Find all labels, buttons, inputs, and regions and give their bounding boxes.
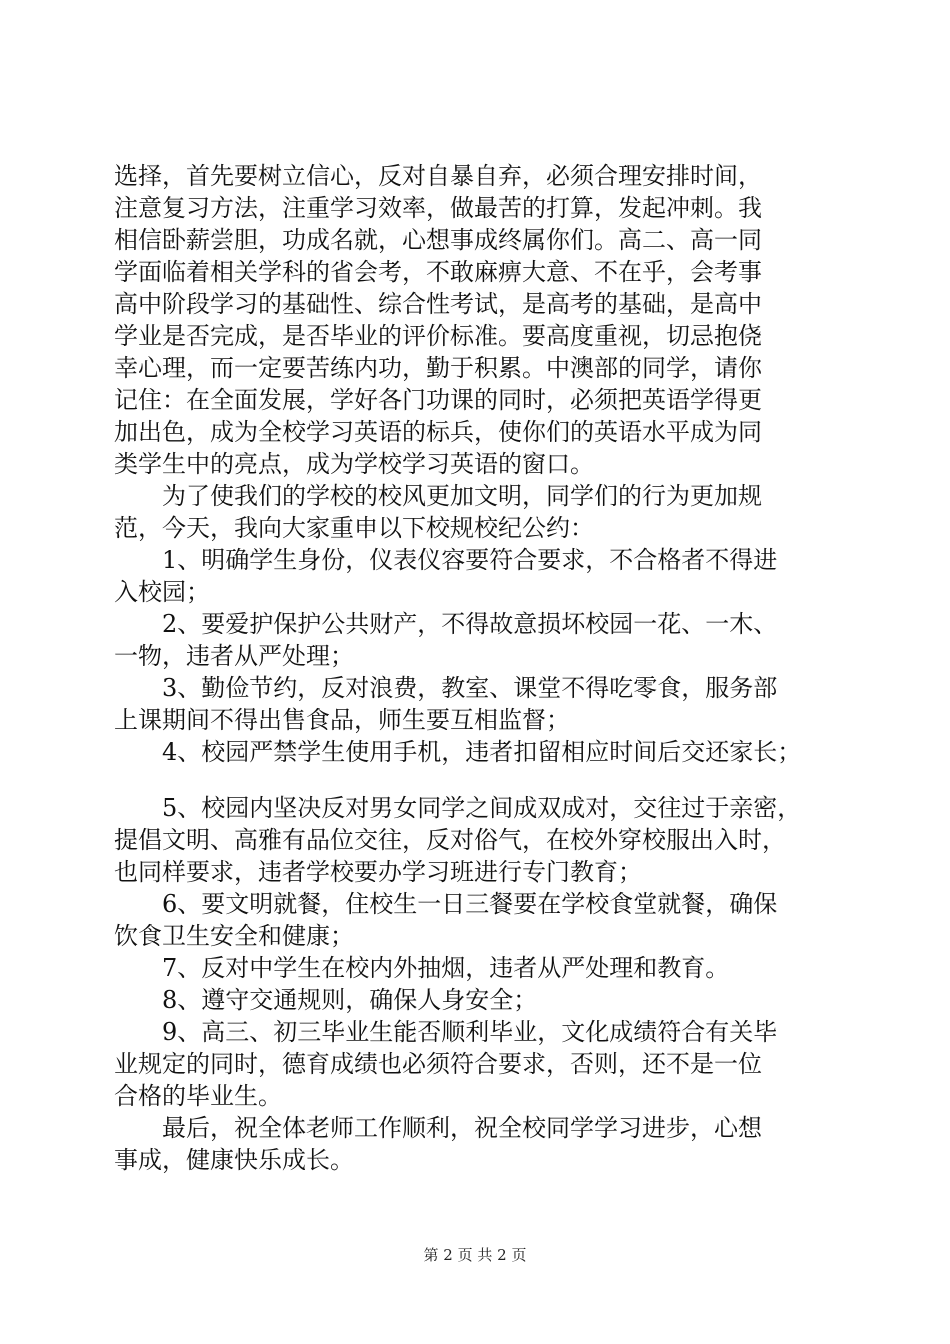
paragraph-gap <box>114 768 844 792</box>
text-line: 记住：在全面发展，学好各门功课的同时，必须把英语学得更 <box>114 386 762 414</box>
rule-1-line: 入校园； <box>114 578 210 606</box>
rule-2-line: 2、要爱护保护公共财产，不得故意损坏校园一花、一木、 <box>114 610 778 638</box>
rule-1-line: 1、明确学生身份，仪表仪容要符合要求，不合格者不得进 <box>114 546 778 574</box>
page-number: 第 2 页 共 2 页 <box>423 1246 527 1264</box>
text-line: 类学生中的亮点，成为学校学习英语的窗口。 <box>114 450 594 478</box>
rule-9-line: 9、高三、初三毕业生能否顺利毕业，文化成绩符合有关毕 <box>114 1018 778 1046</box>
rule-5-line: 提倡文明、高雅有品位交往，反对俗气，在校外穿校服出入时， <box>114 826 786 854</box>
text-line: 相信卧薪尝胆，功成名就，心想事成终属你们。高二、高一同 <box>114 226 762 254</box>
text-line: 学面临着相关学科的省会考，不敢麻痹大意、不在乎，会考事 <box>114 258 762 286</box>
text-line: 选择，首先要树立信心，反对自暴自弃，必须合理安排时间， <box>114 162 762 190</box>
text-line: 幸心理，而一定要苦练内功，勤于积累。中澳部的同学，请你 <box>114 354 762 382</box>
rule-6-line: 6、要文明就餐，住校生一日三餐要在学校食堂就餐，确保 <box>114 890 778 918</box>
text-line: 注意复习方法，注重学习效率，做最苦的打算，发起冲刺。我 <box>114 194 762 222</box>
paragraph-intro-line: 范，今天，我向大家重申以下校规校纪公约： <box>114 514 594 542</box>
document-body <box>114 160 844 1176</box>
rule-3-line: 3、勤俭节约，反对浪费，教室、课堂不得吃零食，服务部 <box>114 674 778 702</box>
closing-line: 事成，健康快乐成长。 <box>114 1146 354 1174</box>
rule-8-line: 8、遵守交通规则，确保人身安全； <box>114 986 538 1014</box>
rule-9-line: 业规定的同时，德育成绩也必须符合要求，否则，还不是一位 <box>114 1050 762 1078</box>
rule-9-line: 合格的毕业生。 <box>114 1082 282 1110</box>
closing-line: 最后，祝全体老师工作顺利，祝全校同学学习进步，心想 <box>114 1114 762 1142</box>
rule-3-line: 上课期间不得出售食品，师生要互相监督； <box>114 706 570 734</box>
text-line: 学业是否完成，是否毕业的评价标准。要高度重视，切忌抱侥 <box>114 322 762 350</box>
rule-5-line: 也同样要求，违者学校要办学习班进行专门教育； <box>114 858 642 886</box>
rule-2-line: 一物，违者从严处理； <box>114 642 354 670</box>
rule-7-line: 7、反对中学生在校内外抽烟，违者从严处理和教育。 <box>114 954 730 982</box>
paragraph-intro-line: 为了使我们的学校的校风更加文明，同学们的行为更加规 <box>114 482 762 510</box>
text-line: 高中阶段学习的基础性、综合性考试，是高考的基础，是高中 <box>114 290 762 318</box>
rule-4-line: 4、校园严禁学生使用手机，违者扣留相应时间后交还家长； <box>114 738 802 766</box>
rule-5-line: 5、校园内坚决反对男女同学之间成双成对，交往过于亲密， <box>114 794 802 822</box>
text-line: 加出色，成为全校学习英语的标兵，使你们的英语水平成为同 <box>114 418 762 446</box>
rule-6-line: 饮食卫生安全和健康； <box>114 922 354 950</box>
